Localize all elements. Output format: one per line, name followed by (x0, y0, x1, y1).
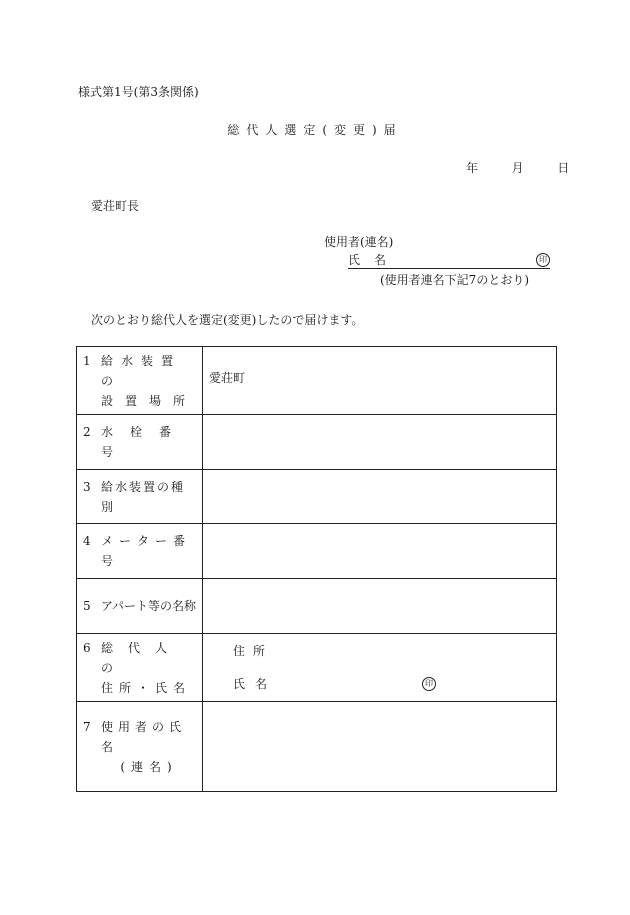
row-label-text (101, 351, 197, 391)
row-number: 1 (83, 353, 91, 368)
row-label-text: 使用者の氏名 (101, 719, 187, 754)
seal-icon: 印 (422, 677, 436, 691)
table-row (77, 702, 557, 792)
row-number: 4 (83, 534, 91, 548)
representative-field[interactable] (203, 634, 557, 702)
row-label-4 (77, 524, 203, 579)
row-number: 7 (83, 719, 91, 734)
row-label-text: 総代人の (101, 640, 183, 675)
meter-number-field[interactable] (203, 524, 557, 579)
row-label-2 (77, 415, 203, 470)
row-label-line2: 住所・氏名 (101, 680, 192, 695)
device-type-field[interactable] (203, 470, 557, 524)
date-year-label: 年 (466, 161, 479, 175)
representative-name-label: 氏名 (233, 677, 278, 691)
applicant-name-field[interactable] (348, 254, 550, 269)
row-label-line: 給水装置の (101, 353, 182, 388)
row-label-text: 給水装置の種別 (101, 479, 186, 514)
row-label-1 (77, 347, 203, 415)
install-location-value: 愛荘町 (209, 371, 246, 385)
applicant-label: 使用者(連名) (324, 235, 394, 249)
form-number: 様式第1号(第3条関係) (78, 85, 199, 99)
seal-icon: 印 (536, 253, 550, 267)
row-label-7 (77, 702, 203, 792)
table-row (77, 470, 557, 524)
row-label-3 (77, 470, 203, 524)
row-number: 2 (83, 425, 91, 439)
row-label-text: アパート等の名称 (101, 599, 197, 613)
applicant-note: (使用者連名下記7のとおり) (380, 273, 529, 287)
form-title: 総代人選定(変更)届 (227, 123, 403, 137)
addressee: 愛荘町長 (91, 199, 140, 213)
row-label-text: 水栓番号 (101, 425, 189, 459)
faucet-number-field[interactable] (203, 415, 557, 470)
row-label-text: メーター番号 (101, 534, 192, 568)
date-day-label: 日 (557, 161, 570, 175)
table-row (77, 524, 557, 579)
applicant-name-label: 氏名 (348, 253, 401, 267)
table-row (77, 347, 557, 415)
row-number: 5 (83, 599, 91, 613)
install-location-field[interactable] (203, 347, 557, 415)
date-month-label: 月 (511, 161, 524, 175)
user-names-field[interactable] (203, 702, 557, 792)
apartment-name-field[interactable] (203, 579, 557, 634)
row-label-line2: (連名) (120, 759, 178, 774)
table-row (77, 634, 557, 702)
table-row (77, 579, 557, 634)
row-number: 6 (83, 640, 91, 655)
row-label-6 (77, 634, 203, 702)
date-line (466, 162, 569, 174)
row-number: 3 (83, 479, 91, 494)
representative-address-label: 住所 (233, 644, 274, 658)
row-label-5 (77, 579, 203, 634)
form-table (76, 346, 557, 792)
intro-text: 次のとおり総代人を選定(変更)したので届けます。 (91, 313, 364, 327)
row-label-line2: 設置場所 (101, 393, 198, 408)
table-row (77, 415, 557, 470)
